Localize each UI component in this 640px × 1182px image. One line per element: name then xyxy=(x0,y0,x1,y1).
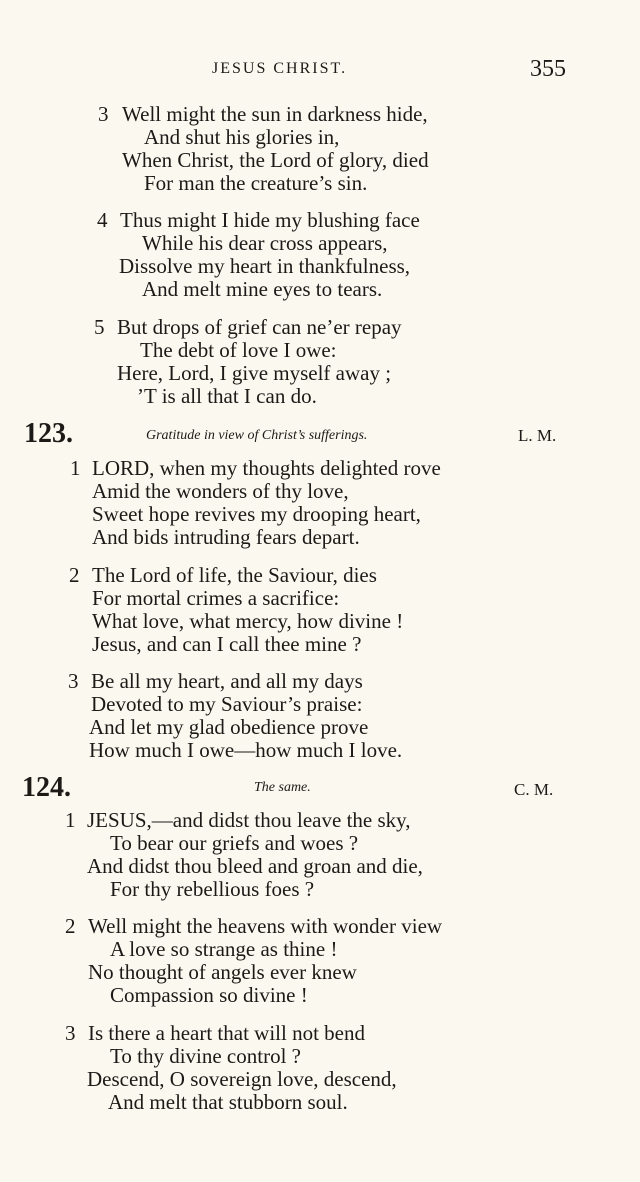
verse-line: Sweet hope revives my drooping heart, xyxy=(92,502,421,526)
stanza-number: 3 xyxy=(68,669,79,693)
verse-line: Well might the heavens with wonder view xyxy=(88,914,443,938)
stanza-number: 1 xyxy=(70,456,81,480)
verse-line: A love so strange as thine ! xyxy=(110,937,338,961)
stanza-number: 3 xyxy=(65,1021,76,1045)
hymn-title: Gratitude in view of Christ’s sufferings. xyxy=(146,428,368,443)
verse-line: For mortal crimes a sacrifice: xyxy=(92,586,340,610)
hymn-title: The same. xyxy=(254,780,311,795)
hymn-number: 123. xyxy=(24,418,73,449)
stanza-number: 2 xyxy=(69,563,80,587)
verse-line: While his dear cross appears, xyxy=(142,231,388,255)
verse-line: ’T is all that I can do. xyxy=(137,384,317,408)
page-number: 355 xyxy=(530,56,566,82)
verse-line: Dissolve my heart in thankfulness, xyxy=(119,254,411,278)
verse-line: The debt of love I owe: xyxy=(140,338,337,362)
verse-line: But drops of grief can ne’er repay xyxy=(117,315,402,339)
verse-line: How much I owe—how much I love. xyxy=(89,738,403,762)
verse-line: Jesus, and can I call thee mine ? xyxy=(92,632,362,656)
verse-line: Here, Lord, I give myself away ; xyxy=(117,361,392,385)
verse-line: When Christ, the Lord of glory, died xyxy=(122,148,429,172)
verse-line: To bear our griefs and woes ? xyxy=(110,831,359,855)
hymn-meter: L. M. xyxy=(518,426,557,445)
stanza-number: 3 xyxy=(98,102,109,126)
hymn-number: 124. xyxy=(22,772,71,803)
verse-line: And shut his glories in, xyxy=(144,125,340,149)
stanza-number: 4 xyxy=(97,208,108,232)
verse-line: LORD, when my thoughts delighted rove xyxy=(92,456,441,480)
verse-line: And didst thou bleed and groan and die, xyxy=(87,854,423,878)
verse-line: Devoted to my Saviour’s praise: xyxy=(91,692,363,716)
verse-line: And let my glad obedience prove xyxy=(89,715,369,739)
verse-line: What love, what mercy, how divine ! xyxy=(92,609,404,633)
verse-line: For man the creature’s sin. xyxy=(144,171,368,195)
verse-line: JESUS,—and didst thou leave the sky, xyxy=(87,808,411,832)
running-header-title: JESUS CHRIST. xyxy=(212,60,348,77)
verse-line: To thy divine control ? xyxy=(110,1044,301,1068)
verse-line: No thought of angels ever knew xyxy=(88,960,357,984)
verse-line: The Lord of life, the Saviour, dies xyxy=(92,563,377,587)
verse-line: And bids intruding fears depart. xyxy=(92,525,360,549)
verse-line: Amid the wonders of thy love, xyxy=(92,479,349,503)
verse-line: Descend, O sovereign love, descend, xyxy=(87,1067,397,1091)
verse-line: And melt mine eyes to tears. xyxy=(142,277,383,301)
verse-line: Be all my heart, and all my days xyxy=(91,669,363,693)
verse-line: Compassion so divine ! xyxy=(110,983,308,1007)
stanza-number: 2 xyxy=(65,914,76,938)
verse-line: Well might the sun in darkness hide, xyxy=(122,102,428,126)
verse-line: For thy rebellious foes ? xyxy=(110,877,315,901)
stanza-number: 5 xyxy=(94,315,105,339)
stanza-number: 1 xyxy=(65,808,76,832)
verse-line: Thus might I hide my blushing face xyxy=(120,208,420,232)
verse-line: And melt that stubborn soul. xyxy=(108,1090,348,1114)
verse-line: Is there a heart that will not bend xyxy=(88,1021,365,1045)
hymn-meter: C. M. xyxy=(514,780,554,799)
